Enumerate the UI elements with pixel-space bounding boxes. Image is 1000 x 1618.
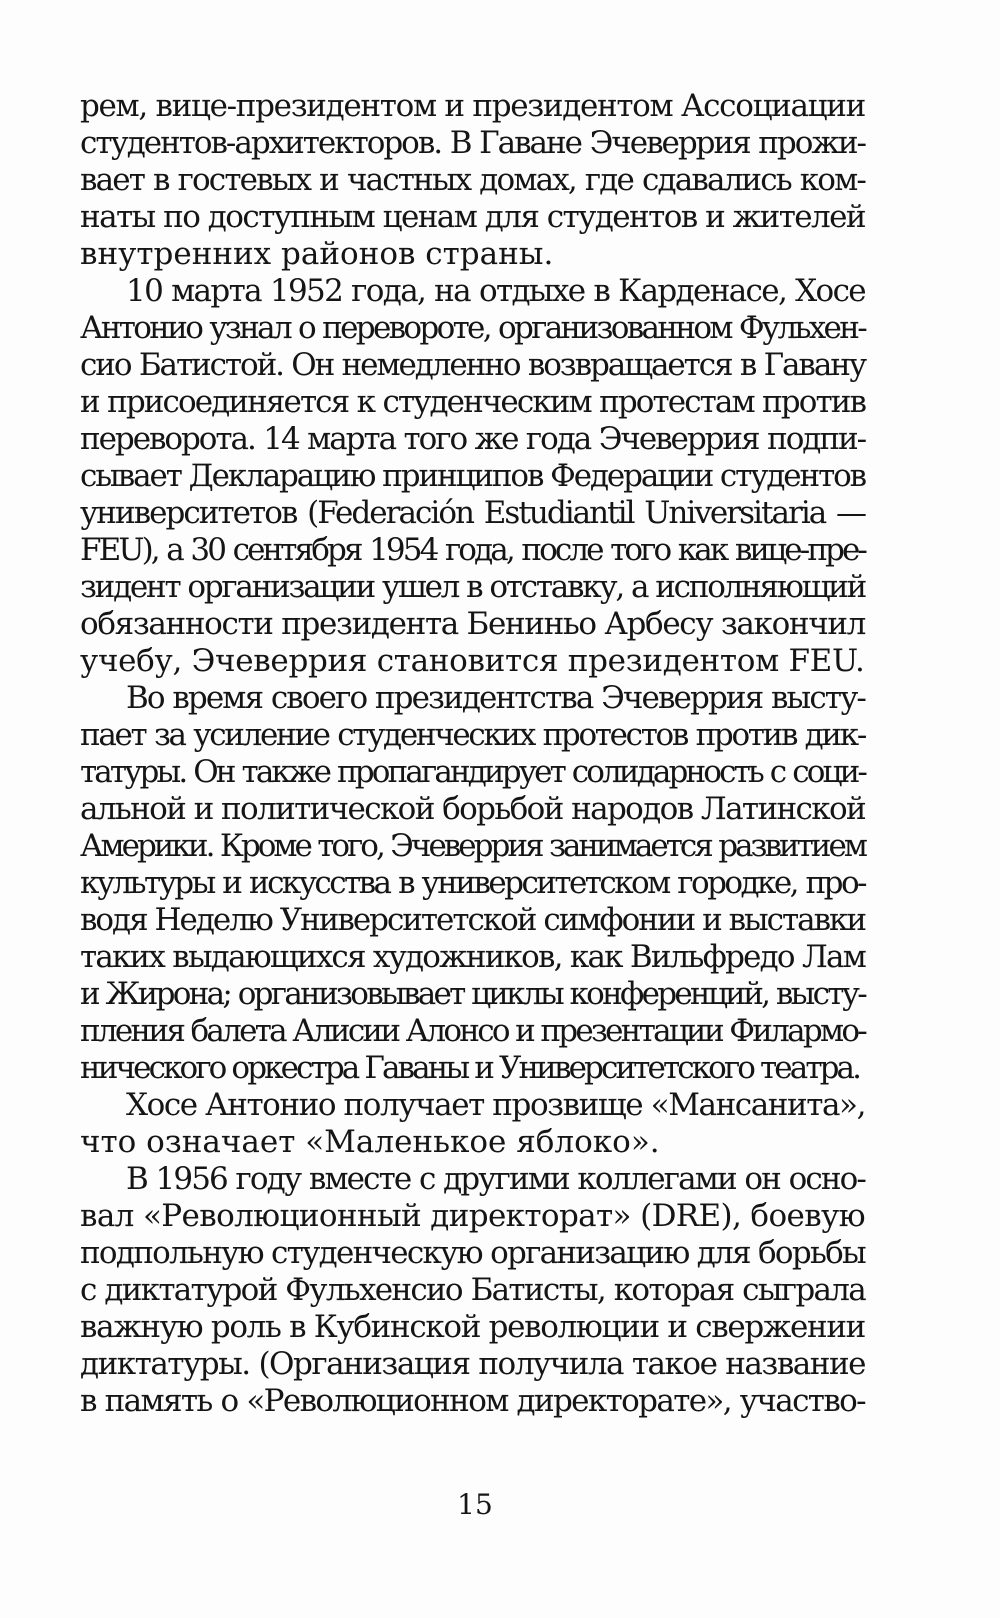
text-line: вал «Революционный директорат» (DRE), боевую [80, 1198, 866, 1234]
text-line: университетов (Federación Estudiantil Universitaria — [80, 495, 865, 531]
paragraph-5 [80, 1161, 865, 1420]
body-text [80, 88, 865, 1420]
text-line: переворота. 14 марта того же года Эчеверрия подпи- [80, 421, 865, 457]
text-line: сывает Декларацию принципов Федерации студентов [80, 458, 865, 494]
text-line: что означает «Маленькое яблоко». [80, 1124, 660, 1160]
text-line: FEU), а 30 сентября 1954 года, после того как вице-пре- [80, 532, 865, 568]
text-line: В 1956 году вместе с другими коллегами он осно- [126, 1161, 865, 1197]
text-line: рем, вице-президентом и президентом Ассоциации [80, 88, 865, 124]
page-number: 15 [457, 1488, 493, 1521]
text-line: и Жирона; организовывает циклы конференций, высту- [80, 976, 865, 1012]
text-line: важную роль в Кубинской революции и свержении [80, 1309, 865, 1345]
text-line: диктатуры. (Организация получила такое название [80, 1346, 865, 1382]
paragraph-4 [80, 1087, 865, 1161]
text-line: обязанности президента Бениньо Арбесу закончил [80, 606, 865, 642]
text-line: учебу, Эчеверрия становится президентом FEU. [80, 643, 865, 679]
text-line: Хосе Антонио получает прозвище «Мансанита», [126, 1087, 865, 1123]
paragraph-1 [80, 88, 865, 273]
text-line: внутренних районов страны. [80, 236, 554, 272]
text-line: пает за усиление студенческих протестов против дик- [80, 717, 865, 753]
text-line: сио Батистой. Он немедленно возвращается в Гавану [80, 347, 865, 383]
text-line: культуры и искусства в университетском городке, про- [80, 865, 865, 901]
text-line: Во время своего президентства Эчеверрия высту- [126, 680, 865, 716]
text-line: в память о «Революционном директорате», участво- [80, 1383, 865, 1419]
text-line: и присоединяется к студенческим протестам против [80, 384, 865, 420]
paragraph-2 [80, 273, 865, 680]
text-line: альной и политической борьбой народов Латинской [80, 791, 865, 827]
text-line: таких выдающихся художников, как Вильфредо Лам [80, 939, 865, 975]
text-line: Антонио узнал о перевороте, организованном Фульхен- [80, 310, 865, 346]
text-line: Америки. Кроме того, Эчеверрия занимается развитием [80, 828, 865, 864]
text-line: вает в гостевых и частных домах, где сдавались ком- [80, 162, 865, 198]
paragraph-3 [80, 680, 865, 1087]
text-line: наты по доступным ценам для студентов и жителей [80, 199, 865, 235]
text-line: 10 марта 1952 года, на отдыхе в Карденасе, Хосе [126, 273, 865, 309]
text-line: пления балета Алисии Алонсо и презентации Филармо- [80, 1013, 865, 1049]
text-line: с диктатурой Фульхенсио Батисты, которая сыграла [80, 1272, 865, 1308]
text-line: студентов-архитекторов. В Гаване Эчеверрия прожи- [80, 125, 865, 161]
text-line: татуры. Он также пропагандирует солидарность с соци- [80, 754, 865, 790]
text-line: нического оркестра Гаваны и Университетского театра. [80, 1050, 860, 1086]
text-line: подпольную студенческую организацию для борьбы [80, 1235, 865, 1271]
text-line: зидент организации ушел в отставку, а исполняющий [80, 569, 865, 605]
text-line: водя Неделю Университетской симфонии и выставки [80, 902, 865, 938]
